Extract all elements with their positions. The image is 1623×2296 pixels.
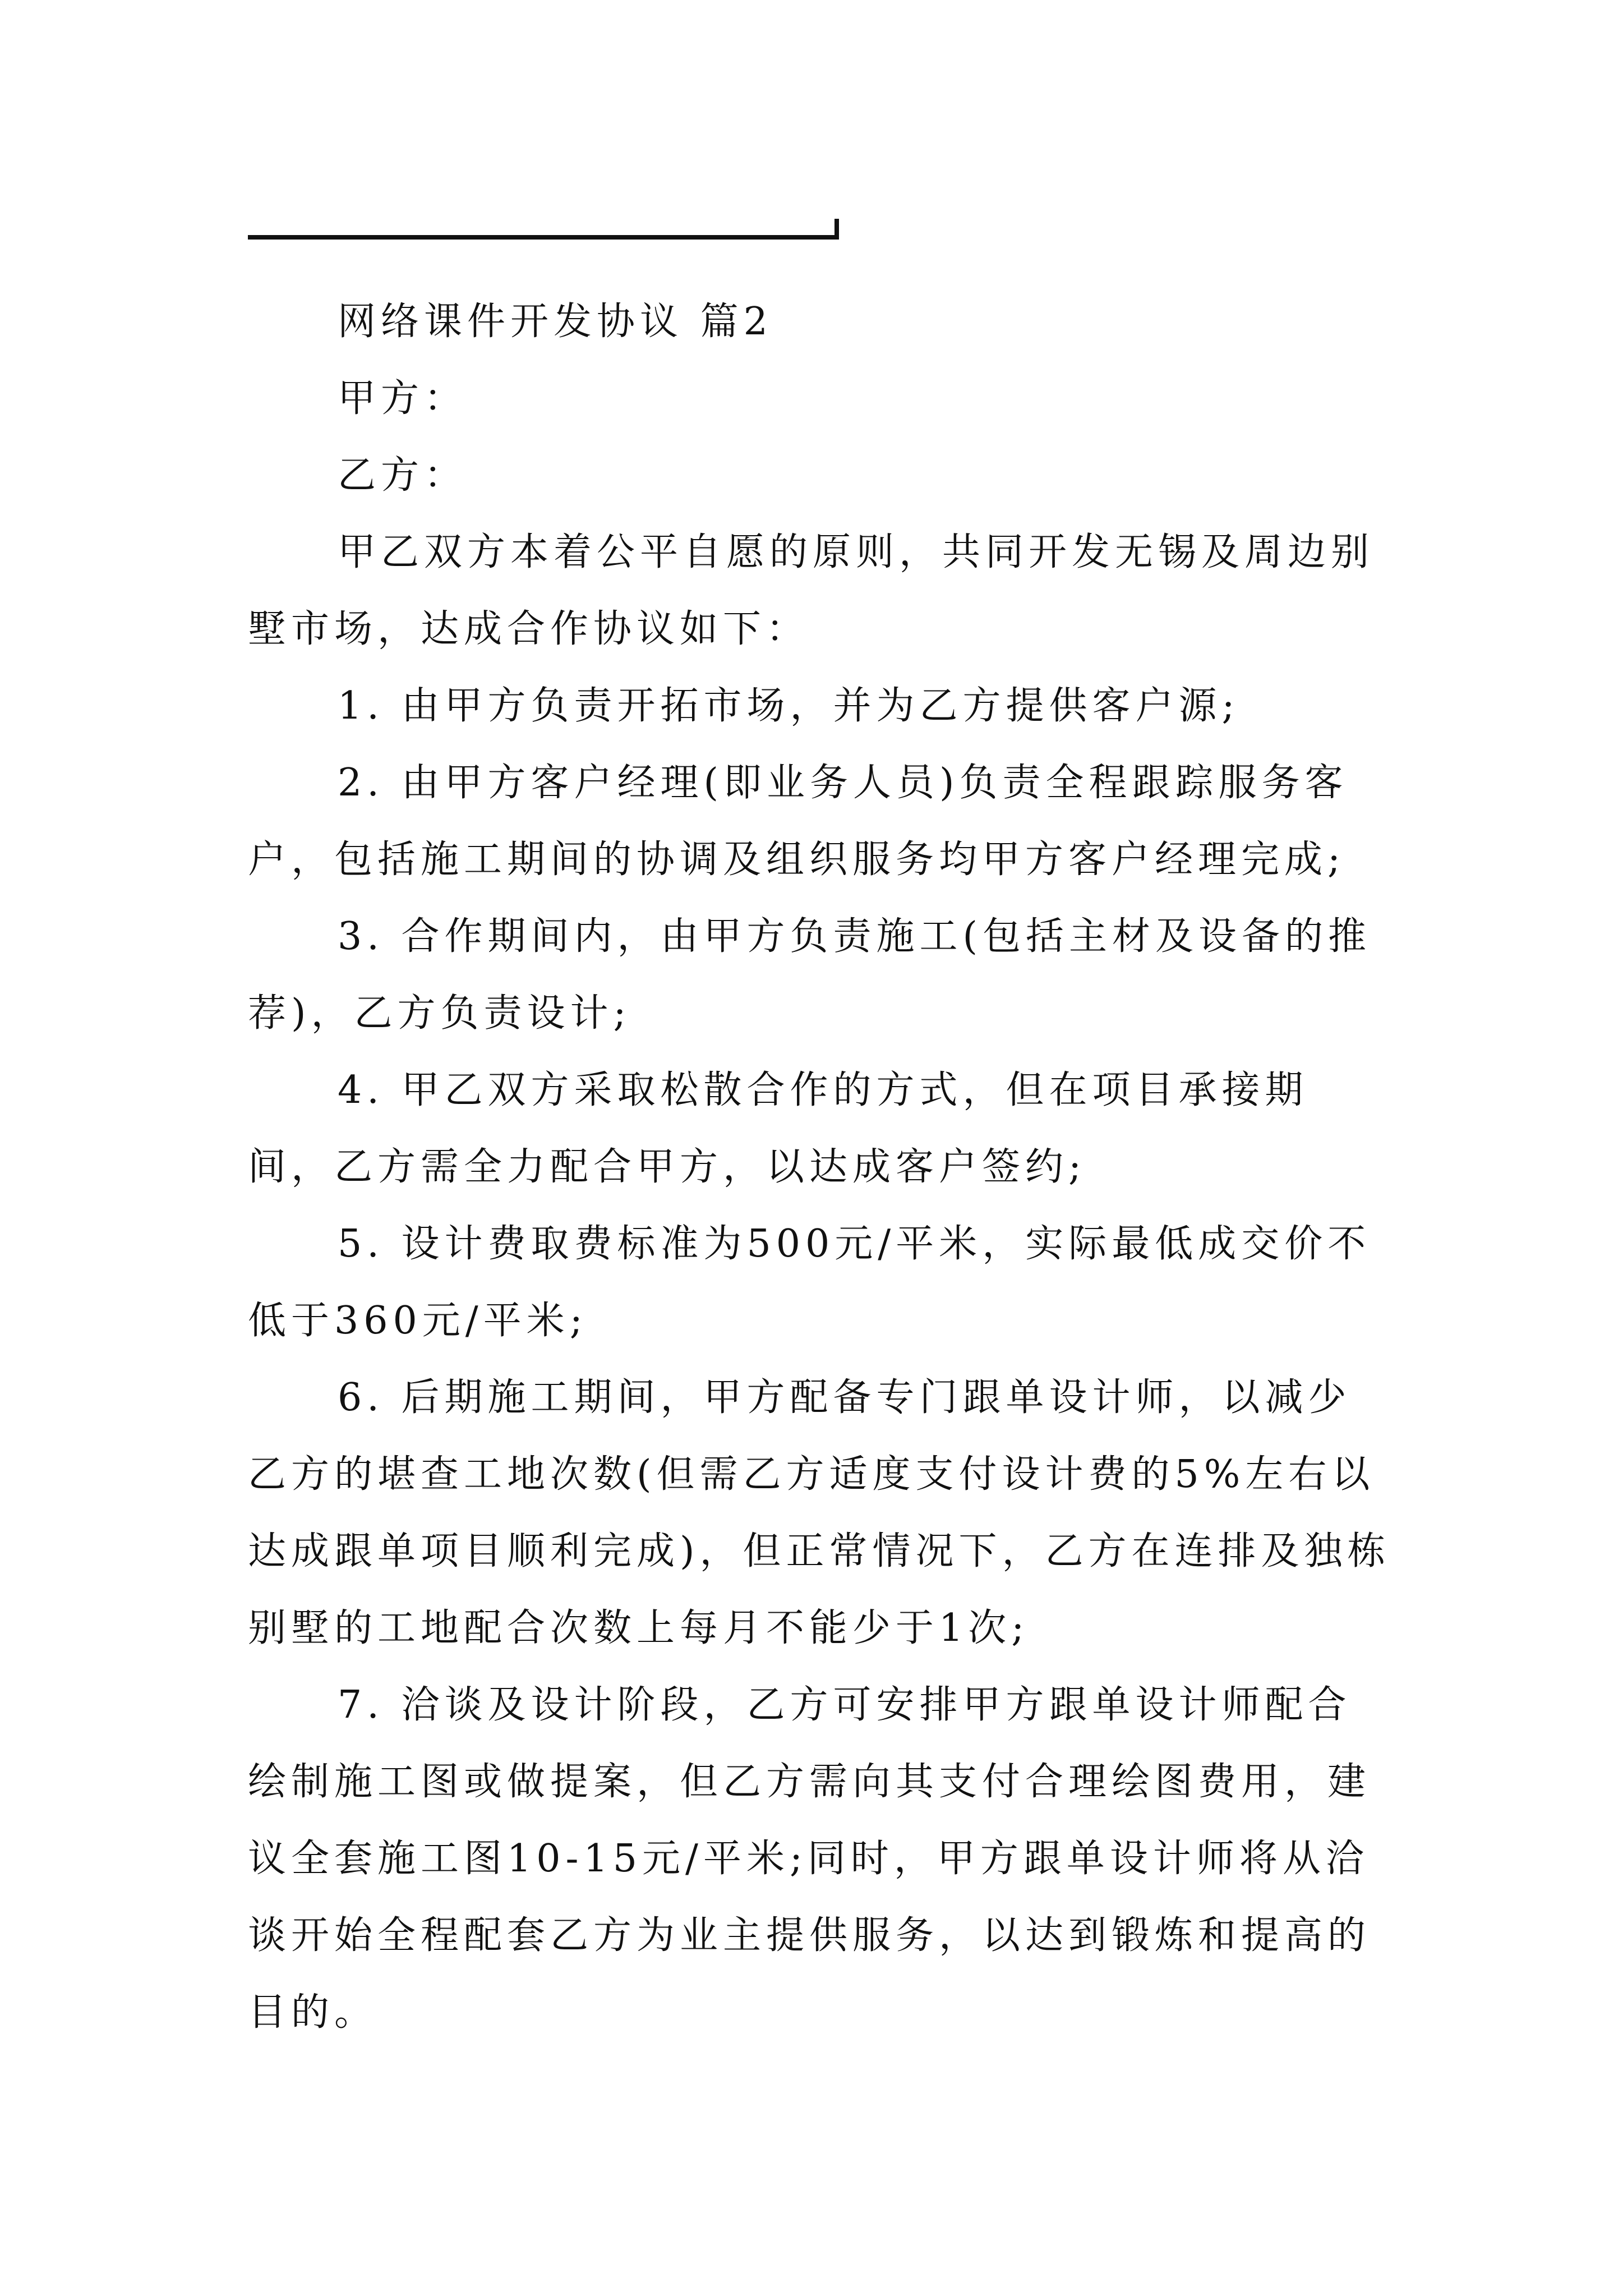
clause-7: 7. 洽谈及设计阶段，乙方可安排甲方跟单设计师配合绘制施工图或做提案，但乙方需向其支付合理绘图费用，建议全套施工图10-15元/平米;同时，甲方跟单设计师将从洽谈开始全程配套乙方为业主提供服务，以达到锻炼和提高的目的。 (248, 1683, 1371, 2035)
intro-paragraph: 甲乙双方本着公平自愿的原则，共同开发无锡及周边别墅市场，达成合作协议如下： (248, 530, 1375, 651)
document-title: 网络课件开发协议 篇2 (338, 300, 773, 344)
party-b-label: 乙方： (338, 453, 468, 498)
clause-4: 4. 甲乙双方采取松散合作的方式，但在项目承接期间，乙方需全力配合甲方，以达成客户签约; (248, 1068, 1308, 1189)
party-a-label: 甲方： (338, 376, 468, 421)
clause-6: 6. 后期施工期间，甲方配备专门跟单设计师，以减少乙方的堪查工地次数(但需乙方适度支付设计费的5%左右以达成跟单项目顺利完成)，但正常情况下，乙方在连排及独栋别墅的工地配合次数上每月不能少于1次; (248, 1375, 1391, 1650)
header-rule (248, 235, 839, 240)
document-body (248, 283, 1392, 2051)
clause-2: 2. 由甲方客户经理(即业务人员)负责全程跟踪服务客户，包括施工期间的协调及组织服务均甲方客户经理完成; (248, 761, 1348, 882)
clause-1: 1. 由甲方负责开拓市场，并为乙方提供客户源; (338, 684, 1240, 728)
clause-3: 3. 合作期间内，由甲方负责施工(包括主材及设备的推荐)，乙方负责设计; (248, 914, 1372, 1036)
header-rule-tick (834, 219, 839, 240)
clause-5: 5. 设计费取费标准为500元/平米，实际最低成交价不低于360元/平米; (248, 1222, 1371, 1343)
